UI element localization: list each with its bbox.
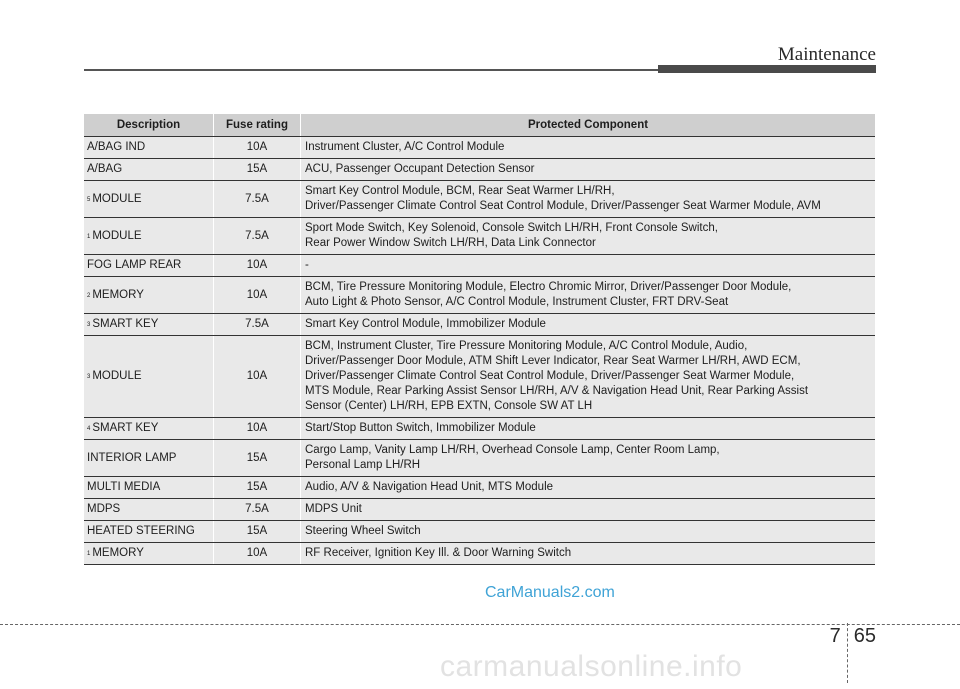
fuse-description	[84, 418, 214, 440]
fuse-description	[84, 521, 214, 543]
chapter-number: 7	[829, 625, 841, 647]
table-row	[84, 137, 875, 159]
table-row	[84, 477, 875, 499]
fuse-description-text: MODULE	[92, 229, 142, 242]
header-rule	[84, 69, 660, 71]
table-row	[84, 159, 875, 181]
fuse-description	[84, 440, 214, 477]
table-row	[84, 277, 875, 314]
protected-component: MDPS Unit	[301, 499, 876, 521]
fuse-rating: 7.5A	[214, 314, 301, 336]
fuse-rating: 10A	[214, 277, 301, 314]
protected-component: Start/Stop Button Switch, Immobilizer Module	[301, 418, 876, 440]
page-number-separator	[847, 623, 848, 683]
header-rule-accent	[658, 65, 876, 73]
fuse-description-text: SMART KEY	[92, 422, 159, 434]
fuse-description-text: INTERIOR LAMP	[87, 451, 177, 464]
table-row	[84, 314, 875, 336]
fuse-rating: 7.5A	[214, 218, 301, 255]
fuse-index: 5	[87, 196, 91, 203]
fuse-description	[84, 499, 214, 521]
fuse-description-text: A/BAG IND	[87, 141, 146, 153]
fuse-description-text: HEATED STEERING	[87, 525, 195, 537]
fuse-table	[84, 114, 875, 565]
table-row	[84, 336, 875, 418]
table-row	[84, 499, 875, 521]
table-row	[84, 440, 875, 477]
fuse-description-text: A/BAG	[87, 163, 123, 175]
fuse-description	[84, 255, 214, 277]
protected-component: Audio, A/V & Navigation Head Unit, MTS Module	[301, 477, 876, 499]
fuse-description	[84, 477, 214, 499]
protected-component: Cargo Lamp, Vanity Lamp LH/RH, Overhead Console Lamp, Center Room Lamp, Personal Lamp LH/RH	[301, 440, 876, 477]
fuse-rating: 15A	[214, 477, 301, 499]
protected-component: Steering Wheel Switch	[301, 521, 876, 543]
fuse-description-text: MEMORY	[92, 547, 144, 559]
column-header-fuse-rating: Fuse rating	[214, 114, 301, 137]
protected-component: Sport Mode Switch, Key Solenoid, Console Switch LH/RH, Front Console Switch, Rear Power Window Switch LH/RH, Data Link Connector	[301, 218, 876, 255]
watermark-link[interactable]: CarManuals2.com	[485, 584, 615, 601]
fuse-index: 4	[87, 426, 91, 432]
table-row	[84, 181, 875, 218]
fuse-rating: 10A	[214, 418, 301, 440]
table-row	[84, 418, 875, 440]
fuse-rating: 15A	[214, 521, 301, 543]
protected-component: RF Receiver, Ignition Key Ill. & Door Warning Switch	[301, 543, 876, 565]
fuse-rating: 7.5A	[214, 499, 301, 521]
fuse-description	[84, 314, 214, 336]
fuse-description-text: MODULE	[92, 370, 142, 382]
fuse-rating: 15A	[214, 440, 301, 477]
fuse-description-text: FOG LAMP REAR	[87, 259, 182, 271]
column-header-protected-component: Protected Component	[301, 114, 876, 137]
fuse-description	[84, 336, 214, 418]
fuse-index: 3	[87, 322, 91, 328]
protected-component: Instrument Cluster, A/C Control Module	[301, 137, 876, 159]
fuse-description	[84, 277, 214, 314]
table-header-row	[84, 114, 875, 137]
protected-component: ACU, Passenger Occupant Detection Sensor	[301, 159, 876, 181]
fuse-description-text: MULTI MEDIA	[87, 481, 161, 493]
table-row	[84, 255, 875, 277]
footer-rule	[0, 624, 960, 625]
protected-component: Smart Key Control Module, BCM, Rear Seat Warmer LH/RH, Driver/Passenger Climate Control Seat Control Module, Driver/Passenger Seat Warmer Module, AVM	[301, 181, 876, 218]
fuse-description	[84, 159, 214, 181]
table-row	[84, 218, 875, 255]
fuse-table-body	[84, 137, 875, 565]
fuse-rating: 10A	[214, 543, 301, 565]
protected-component: BCM, Instrument Cluster, Tire Pressure Monitoring Module, A/C Control Module, Audio, Driver/Passenger Door Module, ATM Shift Lever Indicator, Rear Seat Warmer LH/RH, AWD ECM, Driver/Passenger Climate Control Seat Control Module, Driver/Passenger Seat Warmer Module, MTS Module, Rear Parking Assist Sensor LH/RH, A/V & Navigation Head Unit, Rear Parking Assist Sensor (Center) LH/RH, EPB EXTN, Console SW AT LH	[301, 336, 876, 418]
fuse-index: 3	[87, 374, 91, 380]
fuse-description	[84, 543, 214, 565]
table-row	[84, 543, 875, 565]
footer-watermark: carmanualsonline.info	[440, 650, 743, 683]
protected-component: -	[301, 255, 876, 277]
fuse-description-text: MODULE	[92, 192, 142, 205]
fuse-description-text: MDPS	[87, 503, 121, 515]
page-number-value: 65	[853, 625, 876, 647]
fuse-rating: 10A	[214, 137, 301, 159]
fuse-description-text: SMART KEY	[92, 318, 159, 330]
fuse-rating: 15A	[214, 159, 301, 181]
fuse-index: 1	[87, 551, 91, 557]
fuse-rating: 10A	[214, 255, 301, 277]
fuse-description	[84, 137, 214, 159]
fuse-index: 1	[87, 233, 91, 240]
protected-component: Smart Key Control Module, Immobilizer Module	[301, 314, 876, 336]
section-title: Maintenance	[777, 44, 876, 65]
page-number	[830, 625, 876, 685]
protected-component: BCM, Tire Pressure Monitoring Module, Electro Chromic Mirror, Driver/Passenger Door Module, Auto Light & Photo Sensor, A/C Control Module, Instrument Cluster, FRT DRV-Seat	[301, 277, 876, 314]
fuse-index: 2	[87, 292, 91, 299]
fuse-description	[84, 218, 214, 255]
table-row	[84, 521, 875, 543]
fuse-rating: 7.5A	[214, 181, 301, 218]
column-header-description: Description	[84, 114, 214, 137]
fuse-rating: 10A	[214, 336, 301, 418]
fuse-description	[84, 181, 214, 218]
fuse-description-text: MEMORY	[92, 288, 144, 301]
